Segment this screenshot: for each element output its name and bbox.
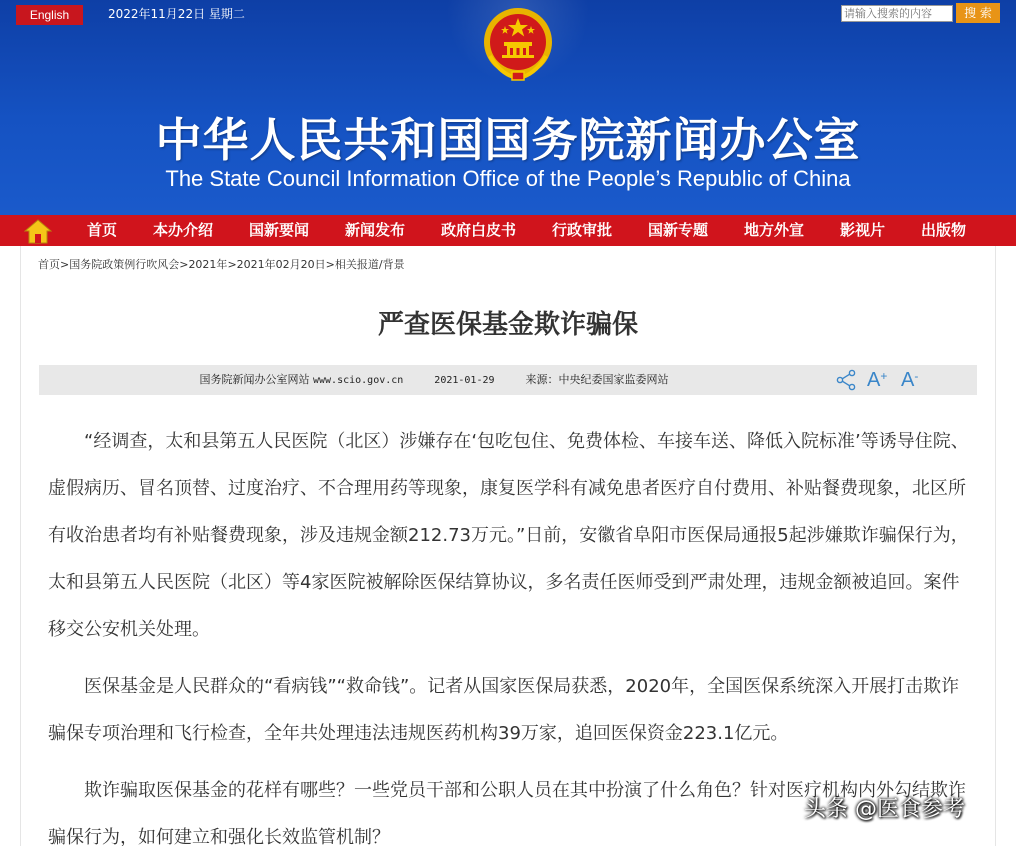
article-body — [48, 418, 972, 846]
breadcrumb-year[interactable]: 2021年 — [188, 258, 228, 271]
nav-item-news[interactable]: 国新要闻 — [249, 221, 310, 239]
breadcrumb-related-reports[interactable]: 相关报道/背景 — [334, 258, 405, 271]
home-icon[interactable] — [24, 218, 52, 244]
breadcrumb-separator: > — [179, 258, 189, 271]
article-title: 严查医保基金欺诈骗保 — [377, 310, 638, 340]
nav-item-local-publicity[interactable]: 地方外宣 — [744, 221, 805, 239]
search-button[interactable]: 搜 索 — [956, 3, 1000, 23]
nav-item-administrative-approval[interactable]: 行政审批 — [552, 221, 613, 239]
national-emblem-icon — [482, 6, 554, 82]
current-date: 2022年11月22日 星期二 — [108, 7, 245, 21]
article-paragraph: 医保基金是人民群众的“看病钱”“救命钱”。记者从国家医保局获悉，2020年，全国医保系统深入开展打击欺诈骗保专项治理和飞行检查，全年共处理违法违规医药机构39万家，追回医保资金223.1亿元。 — [48, 676, 960, 744]
breadcrumb-separator: > — [227, 258, 237, 271]
breadcrumb-date[interactable]: 2021年02月20日 — [236, 258, 326, 271]
meta-date: 2021-01-29 — [434, 375, 495, 386]
search-input[interactable] — [841, 5, 953, 22]
nav-item-publications[interactable]: 出版物 — [921, 221, 967, 239]
nav-item-videos[interactable]: 影视片 — [840, 221, 886, 239]
breadcrumb-separator: > — [60, 258, 70, 271]
toutiao-watermark: 头条 @医食参考 — [804, 797, 965, 822]
site-title-chinese: 中华人民共和国国务院新闻办公室 — [155, 113, 861, 167]
site-title-english: The State Council Information Office of the People’s Republic of China — [165, 166, 851, 191]
nav-item-press-release[interactable]: 新闻发布 — [345, 221, 406, 239]
breadcrumb-policy-briefing[interactable]: 国务院政策例行吹风会 — [69, 258, 180, 271]
nav-item-special-topics[interactable]: 国新专题 — [648, 221, 709, 239]
share-icon[interactable] — [835, 369, 857, 391]
site-header — [0, 0, 1016, 215]
font-increase-button[interactable]: A+ — [867, 369, 888, 391]
meta-site-url: www.scio.gov.cn — [312, 375, 404, 386]
article-paragraph: 欺诈骗取医保基金的花样有哪些？一些党员干部和公职人员在其中扮演了什么角色？针对医疗机构内外勾结欺诈骗保行为，如何建立和强化长效监管机制？ — [48, 780, 966, 846]
breadcrumb — [38, 256, 405, 272]
article-meta — [39, 365, 829, 395]
article-paragraph: “经调查，太和县第五人民医院（北区）涉嫌存在‘包吃包住、免费体检、车接车送、降低入院标准’等诱导住院、虚假病历、冒名顶替、过度治疗、不合理用药等现象，康复医学科有减免患者医疗自付费用、补贴餐费现象，北区所有收治患者均有补贴餐费现象，涉及违规金额212.73万元。”日前，安徽省阜阳市医保局通报5起涉嫌欺诈骗保行为，太和县第五人民医院（北区）等4家医院被解除医保结算协议，多名责任医师受到严肃处理，违规金额被追回。案件移交公安机关处理。 — [48, 431, 969, 640]
meta-source: 来源：中央纪委国家监委网站 — [525, 373, 669, 386]
english-button[interactable]: English — [16, 5, 83, 25]
font-decrease-button[interactable]: A- — [901, 369, 919, 391]
breadcrumb-home[interactable]: 首页 — [38, 258, 60, 271]
main-nav — [0, 215, 1016, 246]
nav-item-about[interactable]: 本办介绍 — [153, 221, 214, 239]
breadcrumb-separator: > — [325, 258, 335, 271]
article-meta-bar — [39, 365, 977, 395]
nav-item-white-papers[interactable]: 政府白皮书 — [441, 221, 517, 239]
nav-item-home[interactable]: 首页 — [87, 221, 118, 239]
meta-publisher: 国务院新闻办公室网站 — [199, 373, 310, 386]
